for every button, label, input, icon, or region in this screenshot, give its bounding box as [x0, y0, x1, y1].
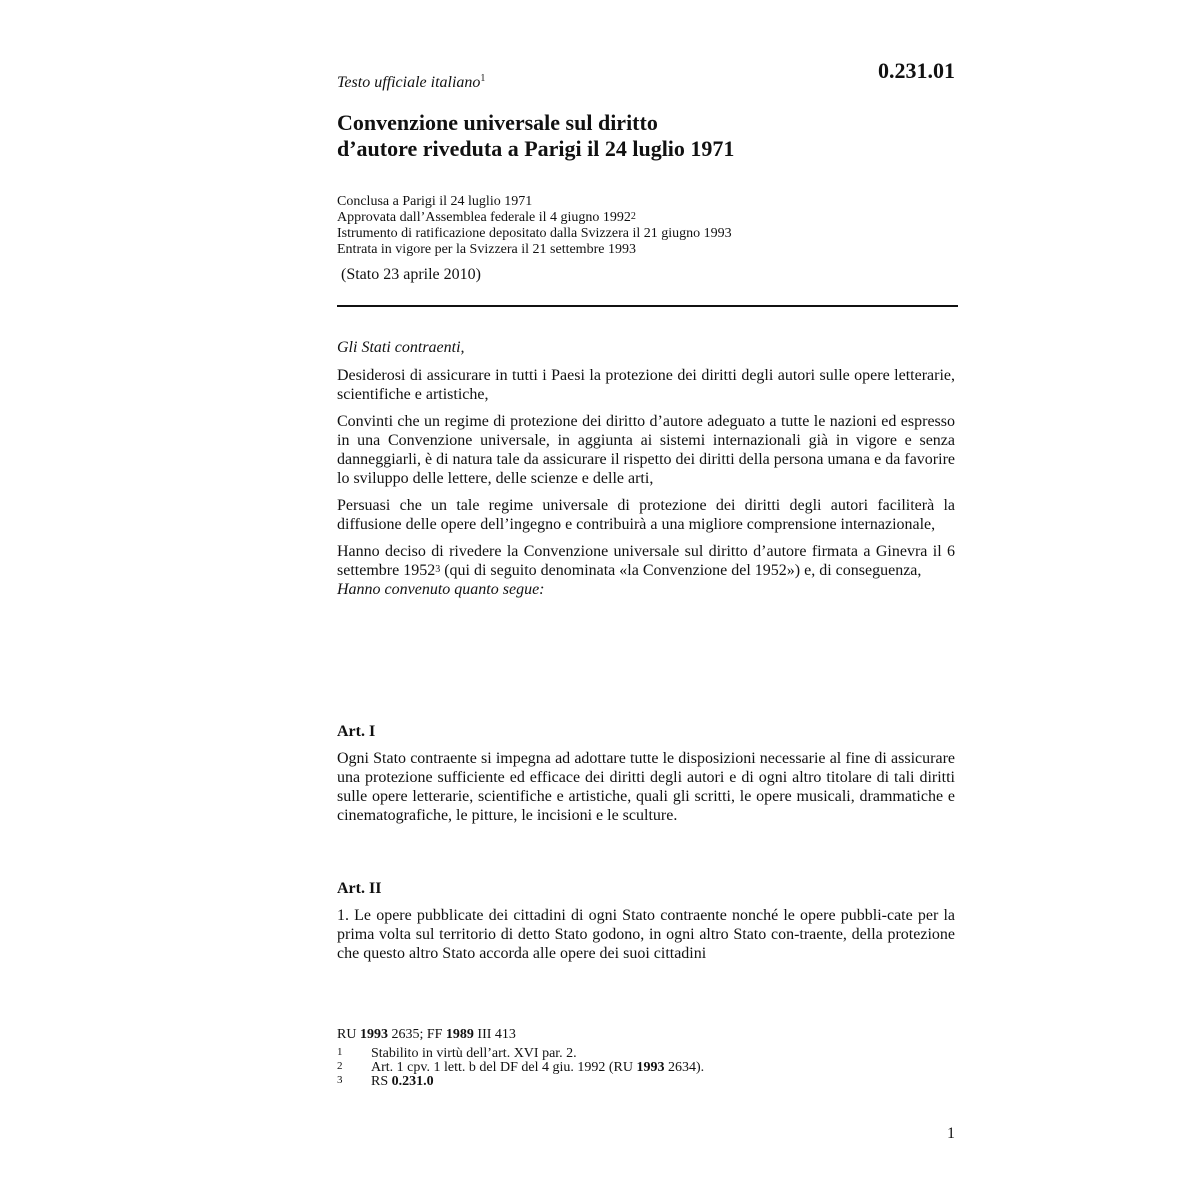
footnote-1: [337, 1047, 957, 1061]
ref-ru-page: 2635; FF: [387, 1027, 446, 1042]
preamble-p4-part-b: (qui di seguito denominata «la Convenzione del 1952») e, di conseguenza,: [440, 562, 922, 579]
article-1-heading: Art. I: [337, 723, 376, 740]
article-2-text: 1. Le opere pubblicate dei cittadini di ogni Stato contraente nonché le opere pubbli-cate per la prima volta sul territorio di detto Stato godono, in ogni altro Stato con-traente, della protezione che questo altro Stato accorda alle opere dei suoi cittadini: [337, 907, 955, 962]
page-number: 1: [947, 1125, 955, 1142]
footnote-3-text-a: RS: [371, 1074, 392, 1089]
article-2-heading: Art. II: [337, 880, 382, 897]
document-number: 0.231.01: [878, 58, 955, 83]
article-2: [337, 879, 955, 963]
status-date: (Stato 23 aprile 2010): [341, 266, 481, 283]
footnote-marker-3[interactable]: 3: [435, 564, 441, 575]
official-label-text: Testo ufficiale italiano: [337, 74, 481, 91]
footnote-2: [337, 1061, 957, 1075]
preamble-closing: Hanno convenuto quanto segue:: [337, 581, 545, 598]
official-reference: [337, 1028, 957, 1042]
title-line-1: Convenzione universale sul diritto: [337, 110, 658, 135]
ref-ru-year: 1993: [359, 1027, 388, 1042]
preamble-paragraph-4: [337, 542, 955, 580]
ref-ff-year: 1989: [445, 1027, 474, 1042]
footnote-marker-1[interactable]: 1: [480, 73, 486, 84]
footnote-2-text-a: Art. 1 cpv. 1 lett. b del DF del 4 giu. 1992 (RU: [371, 1060, 637, 1075]
document-dates: [337, 194, 957, 258]
preamble-lead: Gli Stati contraenti,: [337, 339, 465, 356]
preamble-paragraph-3: Persuasi che un tale regime universale di protezione dei diritti degli autori faciliterà la diffusione delle opere dell’ingegno e contribuirà a una migliore comprensione internazionale,: [337, 497, 955, 533]
official-text-label: [337, 74, 485, 92]
footnote-1-number: 1: [337, 1046, 343, 1058]
document-title: [337, 110, 957, 162]
footnote-3-number: 3: [337, 1074, 343, 1086]
ref-ff-page: III 413: [473, 1027, 516, 1042]
ref-ru-label: RU: [337, 1027, 360, 1042]
date-ratification: Istrumento di ratificazione depositato dalla Svizzera il 21 giugno 1993: [337, 226, 732, 241]
date-approved-text: Approvata dall’Assemblea federale il 4 giugno 1992: [337, 210, 631, 225]
footnote-2-year: 1993: [636, 1060, 665, 1075]
date-concluded: Conclusa a Parigi il 24 luglio 1971: [337, 194, 533, 209]
footnote-marker-2[interactable]: 2: [630, 211, 636, 222]
preamble: [337, 338, 955, 607]
title-line-2: d’autore riveduta a Parigi il 24 luglio 1971: [337, 136, 735, 161]
footnote-3: [337, 1075, 957, 1089]
article-1-text: Ogni Stato contraente si impegna ad adottare tutte le disposizioni necessarie al fine di assicurare una protezione sufficiente ed efficace dei diritti degli autori e di ogni altro titolare di tali diritti sulle opere letterarie, scientifiche e artistiche, quali gli scritti, le opere musicali, drammatiche e cinematografiche, le pitture, le incisioni e le sculture.: [337, 750, 955, 824]
header-divider: [337, 305, 958, 307]
date-approved: [337, 210, 957, 226]
footnote-2-text-b: 2634).: [664, 1060, 705, 1075]
footnotes: [337, 1028, 957, 1089]
footnote-2-number: 2: [337, 1060, 343, 1072]
preamble-paragraph-1: Desiderosi di assicurare in tutti i Paesi la protezione dei diritti degli autori sulle opere letterarie, scientifiche e artistiche,: [337, 367, 955, 403]
footnote-1-text: Stabilito in virtù dell’art. XVI par. 2.: [371, 1046, 577, 1061]
footnote-2-text: [371, 1061, 704, 1075]
article-1: [337, 722, 955, 825]
preamble-paragraph-2: Convinti che un regime di protezione dei diritto d’autore adeguato a tutte le nazioni ed espresso in una Convenzione universale, in aggiunta ai sistemi internazionali già in vigore e senza danneggiarli, è di natura tale da assicurare il rispetto dei diritti della persona umana e da favorire lo sviluppo delle lettere, delle scienze e delle arti,: [337, 413, 955, 487]
date-entry: Entrata in vigore per la Svizzera il 21 settembre 1993: [337, 242, 636, 257]
footnote-3-text: [371, 1075, 434, 1089]
footnote-3-ref: 0.231.0: [391, 1074, 434, 1089]
preamble-p4-part-a: Hanno deciso di rivedere la Convenzione universale sul diritto d’autore firmata a Ginevra il 6 settembre 1952: [337, 543, 955, 579]
